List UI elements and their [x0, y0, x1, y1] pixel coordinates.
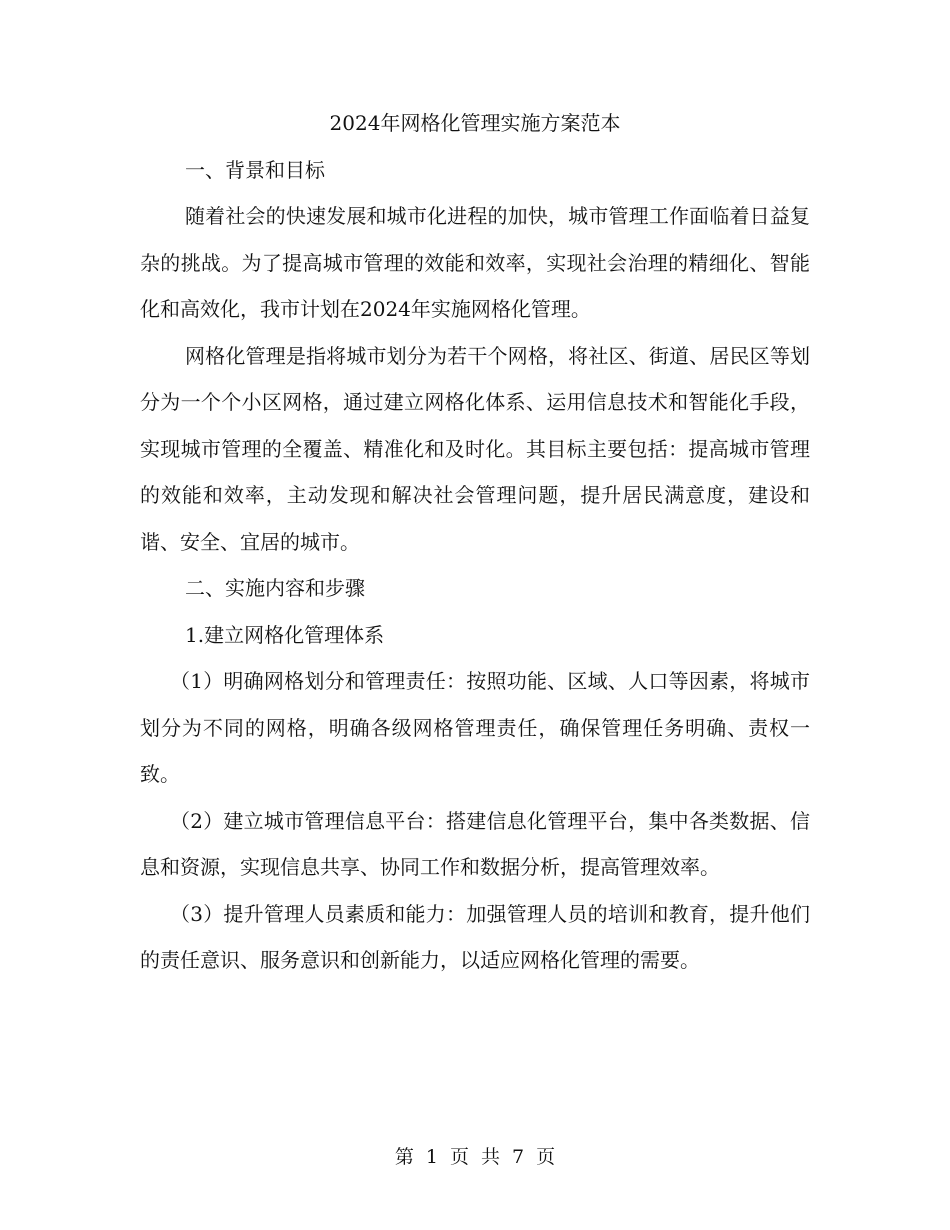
section-heading-implementation: 二、实施内容和步骤 — [185, 576, 365, 600]
page-number-footer: 第 1 页 共 7 页 — [394, 1146, 556, 1168]
paragraph-definition: 网格化管理是指将城市划分为若干个网格，将社区、街道、居民区等划分为一个个小区网格，通过建立网格化体系、运用信息技术和智能化手段，实现城市管理的全覆盖、精准化和及时化。其目标主要包括：提高城市管理的效能和效率，主动发现和解决社会管理问题，提升居民满意度，建设和谐、安全、宜居的城市。 — [140, 343, 810, 554]
list-item: （1）明确网格划分和管理责任：按照功能、区域、人口等因素，将城市划分为不同的网格，明确各级网格管理责任，确保管理任务明确、责权一致。 — [140, 669, 810, 786]
list-item: （3）提升管理人员素质和能力：加强管理人员的培训和教育，提升他们的责任意识、服务意识和创新能力，以适应网格化管理的需要。 — [140, 901, 810, 972]
paragraph-background: 随着社会的快速发展和城市化进程的加快，城市管理工作面临着日益复杂的挑战。为了提高城市管理的效能和效率，实现社会治理的精细化、智能化和高效化，我市计划在2024年实施网格化管理。 — [140, 204, 810, 321]
list-item: （2）建立城市管理信息平台：搭建信息化管理平台，集中各类数据、信息和资源，实现信息共享、协同工作和数据分析，提高管理效率。 — [140, 808, 810, 879]
subsection-heading-system: 1.建立网格化管理体系 — [185, 622, 385, 647]
section-heading-background: 一、背景和目标 — [185, 157, 325, 182]
document-title: 2024年网格化管理实施方案范本 — [329, 111, 621, 135]
document-body — [140, 100, 810, 984]
